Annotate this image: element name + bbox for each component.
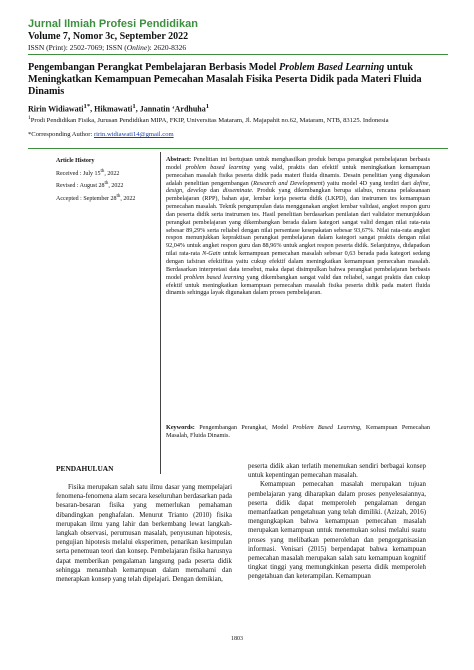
author-2: , Hikmawati	[90, 104, 133, 114]
body-column-left	[56, 483, 232, 584]
journal-issn	[28, 43, 186, 52]
journal-name: Jurnal Ilmiah Profesi Pendidikan	[28, 18, 198, 30]
body-column-right	[248, 462, 426, 582]
history-heading: Article History	[56, 158, 95, 164]
abstract-label: Abstract:	[166, 156, 192, 163]
title-italic: Problem Based Learning	[279, 62, 385, 73]
author-1: Ririn Widiawati	[28, 104, 84, 114]
page-number: 1803	[231, 636, 243, 642]
abstract: Abstract: Penelitian ini bertujuan untuk menghasilkan produk berupa perangkat pembelajaran berbasis model problem based learning yang valid, praktis dan efektif untuk meningkatkan kemampuan pemecahan masalah fisika peserta didik pada materi fluida dinamis. Desain penelitian yang digunakan adalah penelitian pengembangan (Research and Development) yaitu model 4D yang terdiri dari define, design, develop dan disseminate. Produk yang dikembangkan berupa silabus, rencana pelaksanaan pembelajaran (RPP), bahan ajar, lembar kerja peserta didik (LKPD), dan instrumen tes kemampuan pemecahan masalah. Teknik pengumpulan data menggunakan angket lembar validasi, angket respon guru dan peserta didik serta instrumen tes. Hasil penelitian berdasarkan penilaian dari validator menunjukkan perangkat pembelajaran yang dikembangkan berada dalam kategori sangat valid dengan nilai rata-rata sebesar 89,29% serta reliabel dengan nilai persentase kesepakatan sebesar 93,67%. Nilai rata-rata angket respon menunjukkan kepraktisan perangkat pembelajaran dalam kategori sangat praktis dengan nilai 92,04% untuk angket respon guru dan 88,96% untuk angket respon peserta didik. Selanjutnya, didapatkan nilai rata-rata N-Gain untuk kemampuan pemecahan masalah sebesar 0,63 berada pada kategori sedang dengan tafsiran efektifitas yaitu cukup efektif dalam meningkatkan kemampuan pemecahan masalah. Berdasarkan interpretasi data tersebut, maka dapat disimpulkan bahwa perangkat pembelajaran berbasis model problem based learning yang dikembangkan sangat valid dan reliabel, sangat praktis dan cukup efektif untuk meningkatkan kemampuan pemecahan masalah fisika peserta didik pada materi fluida dinamis sehingga layak digunakan dalam proses pembelajaran.	[166, 156, 431, 297]
author-3-sup: 1	[205, 103, 210, 110]
corresponding-author	[28, 131, 174, 138]
affiliation	[28, 114, 438, 126]
keywords-label: Keywords:	[166, 424, 195, 431]
affiliation-divider	[28, 148, 448, 149]
body-paragraph: Fisika merupakan salah satu ilmu dasar yang mempelajari fenomena-fenomena alam secara keseluruhan berdasarkan pada besaran-besaran fisika yang memerlukan pemahaman dibandingkan penghafalan. Menurut Trianto (2010) fisika merupakan ilmu yang lahir dan berkembang lewat langkah-langkah observasi, perumusan masalah, penyusunan hipotesis, pengujian hipotesis melalui eksperimen, penarikan kesimpulan serta penemuan teori dan konsep. Pembelajaran fisika harusnya dapat memberikan pengalaman langsung pada peserta didik sehingga menambah kemampuan dalam memahami dan menerapkan konsep yang telah dipelajari. Dengan demikian,	[56, 484, 232, 584]
history-accepted: Accepted : September 28th, 2022	[56, 193, 136, 202]
affiliation-sup: 1	[28, 115, 31, 121]
article-history	[56, 157, 156, 204]
author-list	[28, 103, 209, 114]
body-paragraph: peserta didik akan terlatih menemukan sendiri berbagai konsep untuk kepentingan pemecahan masalah.	[248, 463, 426, 480]
issn-print: ISSN (Print): 2502-7069; ISSN (	[28, 43, 127, 52]
section-heading: PENDAHULUAN	[56, 464, 114, 473]
author-1-sup: 1*	[83, 103, 91, 110]
keywords: Keywords: Pengembangan Perangkat, Model Problem Based Learning, Kemampuan Pemecahan Masalah, Fluida Dinamis.	[166, 424, 431, 439]
header-divider	[28, 54, 448, 55]
affiliation-text: Prodi Pendidikan Fisika, Jurusan Pendidikan MIPA, FKIP, Universitas Mataram, Jl. Majapahit no.62, Mataram, NTB, 83125. Indonesia	[30, 117, 389, 125]
corr-email-link[interactable]: ririn.widiawati14@gmail.com	[93, 131, 174, 138]
title-part-2: untuk Meningkatkan Kemampuan Pemecahan Masalah Fisika Peserta Didik pada Materi Fluida Dinamis	[28, 62, 422, 98]
abstract-divider	[160, 152, 161, 474]
history-received: Received : July 15th, 2022	[56, 168, 120, 177]
history-revised: Revised : August 28th, 2022	[56, 181, 124, 190]
author-3: , Jannatin ‘Ardhuha	[135, 104, 206, 114]
body-paragraph: Kemampuan pemecahan masalah merupakan tujuan pembelajaran yang diharapkan dalam proses penyelesaiannya, peserta didik dapat memperoleh pengalaman dengan memanfaatkan pengetahuan yang telah dimiliki. (Azizah, 2016) mengungkapkan bahwa kemampuan pemecahan masalah merupakan kemampuan untuk menemukan solusi melalui suatu proses yang melibatkan pemerolehan dan pengorganisasian informasi. Venisari (2015) berpendapat bahwa kemampuan pemecahan masalah merupakan salah satu kemampuan kognitif tingkat tinggi yang memungkinkan peserta didik memperoleh pengetahuan dan keterampilan. Kemampuan	[248, 481, 426, 581]
title-part-1: Pengembangan Perangkat Pembelajaran Berbasis Model	[28, 62, 279, 73]
issn-online: ): 2620-8326	[147, 43, 187, 52]
author-2-sup: 1	[132, 103, 136, 110]
corr-label: *Corresponding Author:	[28, 131, 94, 138]
article-title	[28, 62, 438, 99]
journal-volume: Volume 7, Nomor 3c, September 2022	[28, 31, 189, 42]
issn-online-label: Online	[126, 43, 148, 52]
